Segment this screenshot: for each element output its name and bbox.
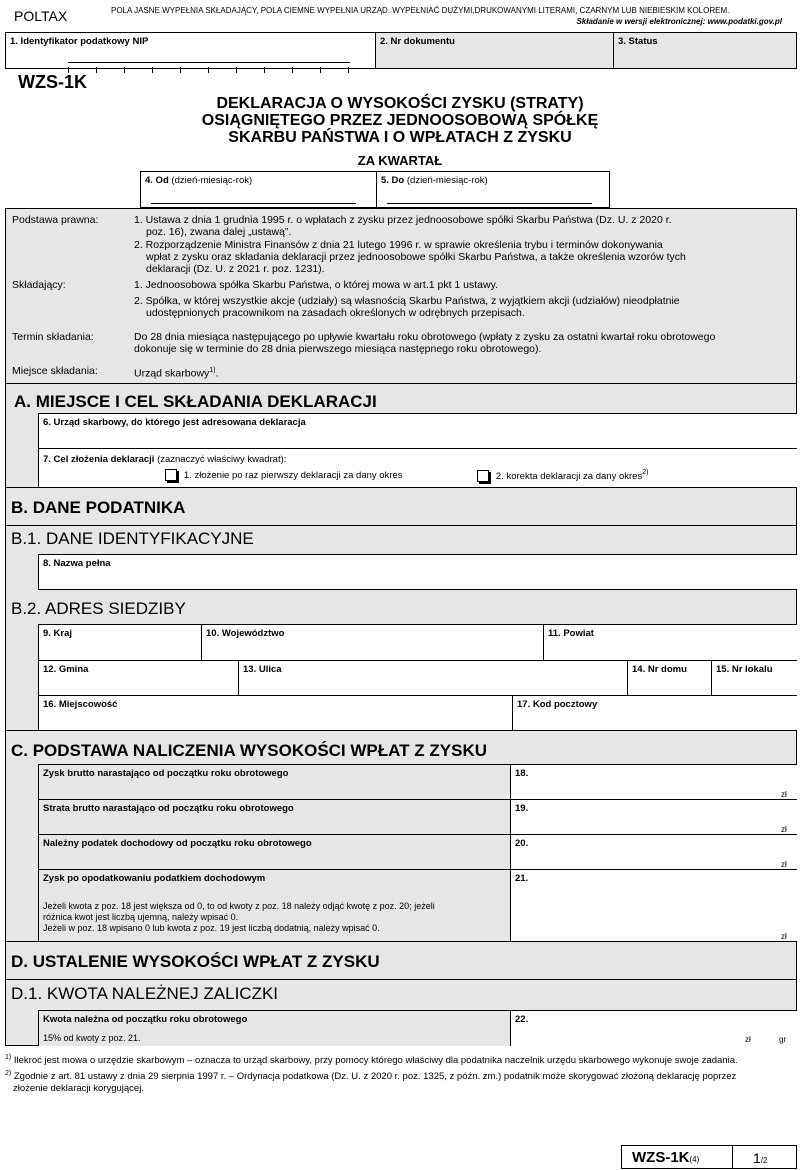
period-from-hint: (dzień-miesiąc-rok) — [171, 175, 253, 186]
deadline-a: Do 28 dnia miesiąca następującego po upływie kwartału roku obrotowego (wpłaty z zysku za ostatni kwartał roku obrotowego — [134, 331, 716, 343]
row-21-label-cell — [38, 869, 510, 942]
title-line-3: SKARBU PAŃSTWA I O WPŁATACH Z ZYSKU — [228, 129, 572, 146]
house-number-field[interactable] — [627, 660, 711, 695]
row-21-note-1: Jeżeli kwota z poz. 18 jest większa od 0, to od kwoty z poz. 18 należy odjąć kwotę z poz. 20; jeżeli — [43, 901, 435, 911]
correction-footnote-ref: 2) — [642, 469, 649, 476]
postal-code-field[interactable] — [512, 695, 797, 731]
row-22-amount[interactable] — [510, 1010, 797, 1046]
title-line-1: DEKLARACJA O WYSOKOŚCI ZYSKU (STRATY) — [216, 95, 584, 112]
row-18-label-cell — [38, 764, 510, 799]
footer-page: 1 — [753, 1150, 761, 1166]
section-b1-title: B.1. DANE IDENTYFIKACYJNE — [11, 529, 254, 548]
form-title — [0, 95, 800, 146]
period-from-field[interactable] — [140, 171, 377, 208]
row-21-label: Zysk po opodatkowaniu podatkiem dochodowym — [43, 873, 266, 884]
row-22-grosze: gr — [779, 1035, 787, 1044]
full-name-field[interactable] — [38, 554, 797, 590]
section-b2-title: B.2. ADRES SIEDZIBY — [11, 599, 186, 618]
footnote-1 — [5, 1052, 795, 1067]
doc-number-label: 2. Nr dokumentu — [380, 36, 455, 47]
deadline-label: Termin składania: — [12, 331, 94, 343]
section-d-title: D. USTALENIE WYSOKOŚCI WPŁAT Z ZYSKU — [11, 952, 380, 971]
country-label: 9. Kraj — [43, 628, 73, 639]
correction-label: 2. korekta deklaracji za dany okres — [495, 470, 643, 482]
first-filing-checkbox[interactable] — [165, 469, 177, 481]
option-correction[interactable] — [477, 469, 648, 482]
row-22-number: 22. — [515, 1014, 529, 1025]
row-20-number: 20. — [515, 838, 529, 849]
section-d1-title: D.1. KWOTA NALEŻNEJ ZALICZKI — [11, 984, 279, 1003]
county-field[interactable] — [543, 624, 797, 660]
period-to-label: 5. Do — [381, 175, 405, 186]
status-field — [613, 32, 797, 69]
nip-digit-guides — [68, 55, 350, 63]
section-b — [5, 487, 797, 731]
footnote-1-text: Ilekroć jest mowa o urzędzie skarbowym – oznacza to urząd skarbowy, przy pomocy którego właściwy dla podatnika naczelnik urzędu skarbowego wykonuje swoje zadania. — [13, 1055, 738, 1067]
filer-2b: udostępnionych pracownikom na zasadach określonych w odrębnych przepisach. — [146, 307, 525, 319]
place-label: Miejsce składania: — [12, 365, 98, 377]
row-20-label-cell — [38, 834, 510, 869]
house-number-label: 14. Nr domu — [632, 664, 687, 675]
row-19-number: 19. — [515, 803, 529, 814]
voivodeship-label: 10. Województwo — [206, 628, 285, 639]
row-19-label: Strata brutto narastająco od początku roku obrotowego — [43, 803, 294, 814]
section-b-title: B. DANE PODATNIKA — [11, 498, 186, 517]
nip-field[interactable] — [5, 32, 376, 69]
title-line-2: OSIĄGNIĘTEGO PRZEZ JEDNOOSOBOWĄ SPÓŁKĘ — [201, 112, 599, 129]
footnote-2-text-b: złożenie deklaracji korygującej. — [13, 1083, 144, 1095]
basis-label: Podstawa prawna: — [12, 214, 99, 226]
postal-code-label: 17. Kod pocztowy — [517, 699, 598, 710]
row-20-label: Należny podatek dochodowy od początku roku obrotowego — [43, 838, 312, 849]
apartment-number-label: 15. Nr lokalu — [716, 664, 773, 675]
status-label: 3. Status — [618, 36, 658, 47]
form-code: WZS-1K — [18, 72, 87, 92]
municipality-label: 12. Gmina — [43, 664, 89, 675]
footnote-1-mark: 1) — [5, 1054, 12, 1061]
first-filing-label: 1. złożenie po raz pierwszy deklaracji za dany okres — [183, 470, 403, 481]
tax-office-label: 6. Urząd skarbowy, do którego jest adresowana deklaracja — [43, 417, 306, 428]
footer-code: WZS-1K — [632, 1149, 690, 1166]
row-20-currency: zł — [781, 860, 787, 869]
footnote-2-text-a: Zgodnie z art. 81 ustawy z dnia 29 sierpnia 1997 r. – Ordynacja podatkowa (Dz. U. z 2020 r. poz. 1325, z późn. zm.) podatnik może skorygować złożoną deklarację poprzez — [13, 1071, 737, 1083]
row-21-currency: zł — [781, 932, 787, 941]
filer-label: Składający: — [12, 279, 66, 291]
period-from-label: 4. Od — [145, 175, 169, 186]
city-field[interactable] — [38, 695, 512, 731]
filer-2a: 2. Spółka, w której wszystkie akcje (udziały) są własnością Skarbu Państwa, z wyjątkiem akcji (udziałów) nieodpłatnie — [134, 295, 680, 307]
footer-version: (4) — [689, 1155, 700, 1164]
county-label: 11. Powiat — [548, 628, 594, 639]
tax-office-field[interactable] — [38, 413, 797, 448]
purpose-hint: (zaznaczyć właściwy kwadrat): — [157, 454, 287, 465]
row-22-label: Kwota należna od początku roku obrotowego — [43, 1014, 248, 1025]
row-21-note-2: różnica kwot jest liczbą ujemną, należy wpisać 0. — [43, 912, 239, 922]
period-to-guides — [387, 196, 592, 204]
row-22-currency: zł — [745, 1035, 751, 1044]
footer-form-code — [621, 1145, 733, 1169]
footer-pages: /2 — [760, 1156, 768, 1165]
section-a-title: A. MIEJSCE I CEL SKŁADANIA DEKLARACJI — [14, 392, 377, 411]
period-to-field[interactable] — [376, 171, 610, 208]
municipality-field[interactable] — [38, 660, 238, 695]
header-instruction: POLA JASNE WYPEŁNIA SKŁADAJĄCY, POLA CIEMNE WYPEŁNIA URZĄD. WYPEŁNIAĆ DUŻYMI,DRUKOWANYMI LITERAMI, CZARNYM LUB NIEBIESKIM KOLOREM. — [111, 6, 730, 15]
basis-1b: poz. 16), zwana dalej „ustawą”. — [146, 226, 292, 238]
city-label: 16. Miejscowość — [43, 699, 118, 710]
row-18-amount[interactable] — [510, 764, 797, 799]
footnote-2 — [5, 1068, 795, 1095]
correction-checkbox[interactable] — [477, 470, 489, 482]
poltax-brand: POLTAX — [14, 8, 68, 24]
basis-2b: wpłat z zysku oraz składania deklaracji przez jednoosobowe spółki Skarbu Państwa, a także określenia wzorów tych — [146, 251, 686, 263]
place-footnote-ref: 1) — [209, 367, 216, 374]
section-c — [5, 730, 797, 942]
section-a — [5, 383, 797, 488]
basis-2c: deklaracji (Dz. U. z 2021 r. poz. 1231). — [146, 263, 325, 275]
row-21-note-3: Jeżeli w poz. 18 wpisano 0 lub kwota z poz. 19 jest liczbą dodatnią, należy wpisać 0. — [43, 923, 380, 933]
legal-basis-block: Podstawa prawna: 1. Ustawa z dnia 1 grudnia 1995 r. o wpłatach z zysku przez jednoosobowe spółki Skarbu Państwa (Dz. U. z 2020 r. poz. 16), zwana dalej „ustawą”. 2. Rozporządzenie Ministra Finansów z dnia 21 lutego 1996 r. w sprawie określenia trybu i terminów dokonywania wpłat z zysku oraz składania deklaracji przez jednoosobowe spółki Skarbu Państwa, a także określenia wzorów tych deklaracji (Dz. U. z 2021 r. poz. 1231). Składający: 1. Jednoosobowa spółka Skarbu Państwa, o której mowa w art.1 pkt 1 ustawy. 2. Spółka, w której wszystkie akcje (udziały) są własnością Skarbu Państwa, z wyjątkiem akcji (udziałów) nieodpłatnie udostępnionych pracownikom na zasadach określonych w odrębnych przepisach. Termin składania: Do 28 dnia miesiąca następującego po upływie kwartału roku obrotowego (wpłaty z zysku za ostatni kwartał roku obrotowego dokonuje się w terminie do 28 dnia pierwszego miesiąca następnego roku obrotowego). Miejsce składania: Urząd skarbowy$^{1)}$. — [5, 208, 797, 384]
row-18-currency: zł — [781, 790, 787, 799]
electronic-note: Składanie w wersji elektronicznej: www.podatki.gov.pl — [576, 17, 782, 26]
period-to-hint: (dzień-miesiąc-rok) — [406, 175, 488, 186]
row-22-label-cell — [38, 1010, 510, 1046]
row-18-label: Zysk brutto narastająco od początku roku obrotowego — [43, 768, 289, 779]
row-20-amount[interactable] — [510, 834, 797, 869]
section-c-title: C. PODSTAWA NALICZENIA WYSOKOŚCI WPŁAT Z ZYSKU — [11, 741, 487, 760]
row-21-number: 21. — [515, 873, 529, 884]
purpose-field — [38, 448, 797, 488]
deadline-b: dokonuje się w terminie do 28 dnia pierwszego miesiąca następnego roku obrotowego). — [134, 343, 542, 355]
footer-page-number — [732, 1145, 797, 1169]
row-22-sub: 15% od kwoty z poz. 21. — [43, 1033, 141, 1043]
street-field[interactable] — [238, 660, 627, 695]
basis-2a: 2. Rozporządzenie Ministra Finansów z dnia 21 lutego 1996 r. w sprawie określenia trybu i terminów dokonywania — [134, 239, 663, 251]
full-name-label: 8. Nazwa pełna — [43, 558, 111, 569]
row-19-label-cell — [38, 799, 510, 834]
country-field[interactable] — [38, 624, 201, 660]
row-19-amount[interactable] — [510, 799, 797, 834]
voivodeship-field[interactable] — [201, 624, 543, 660]
doc-number-field — [375, 32, 614, 69]
footnote-2-mark: 2) — [5, 1070, 12, 1077]
nip-label: 1. Identyfikator podatkowy NIP — [10, 36, 149, 47]
row-21-amount[interactable] — [510, 869, 797, 942]
basis-1a: 1. Ustawa z dnia 1 grudnia 1995 r. o wpłatach z zysku przez jednoosobowe spółki Skarbu Państwa (Dz. U. z 2020 r. — [134, 214, 672, 226]
filer-1: 1. Jednoosobowa spółka Skarbu Państwa, o której mowa w art.1 pkt 1 ustawy. — [134, 279, 498, 291]
row-19-currency: zł — [781, 825, 787, 834]
period-from-guides — [151, 196, 356, 204]
period-title: ZA KWARTAŁ — [357, 153, 443, 168]
section-d — [5, 941, 797, 1046]
purpose-label: 7. Cel złożenia deklaracji — [43, 454, 155, 465]
row-18-number: 18. — [515, 768, 529, 779]
apartment-number-field[interactable] — [711, 660, 797, 695]
option-first-filing[interactable] — [165, 469, 403, 481]
place-value: Urząd skarbowy — [134, 367, 210, 380]
street-label: 13. Ulica — [243, 664, 282, 675]
